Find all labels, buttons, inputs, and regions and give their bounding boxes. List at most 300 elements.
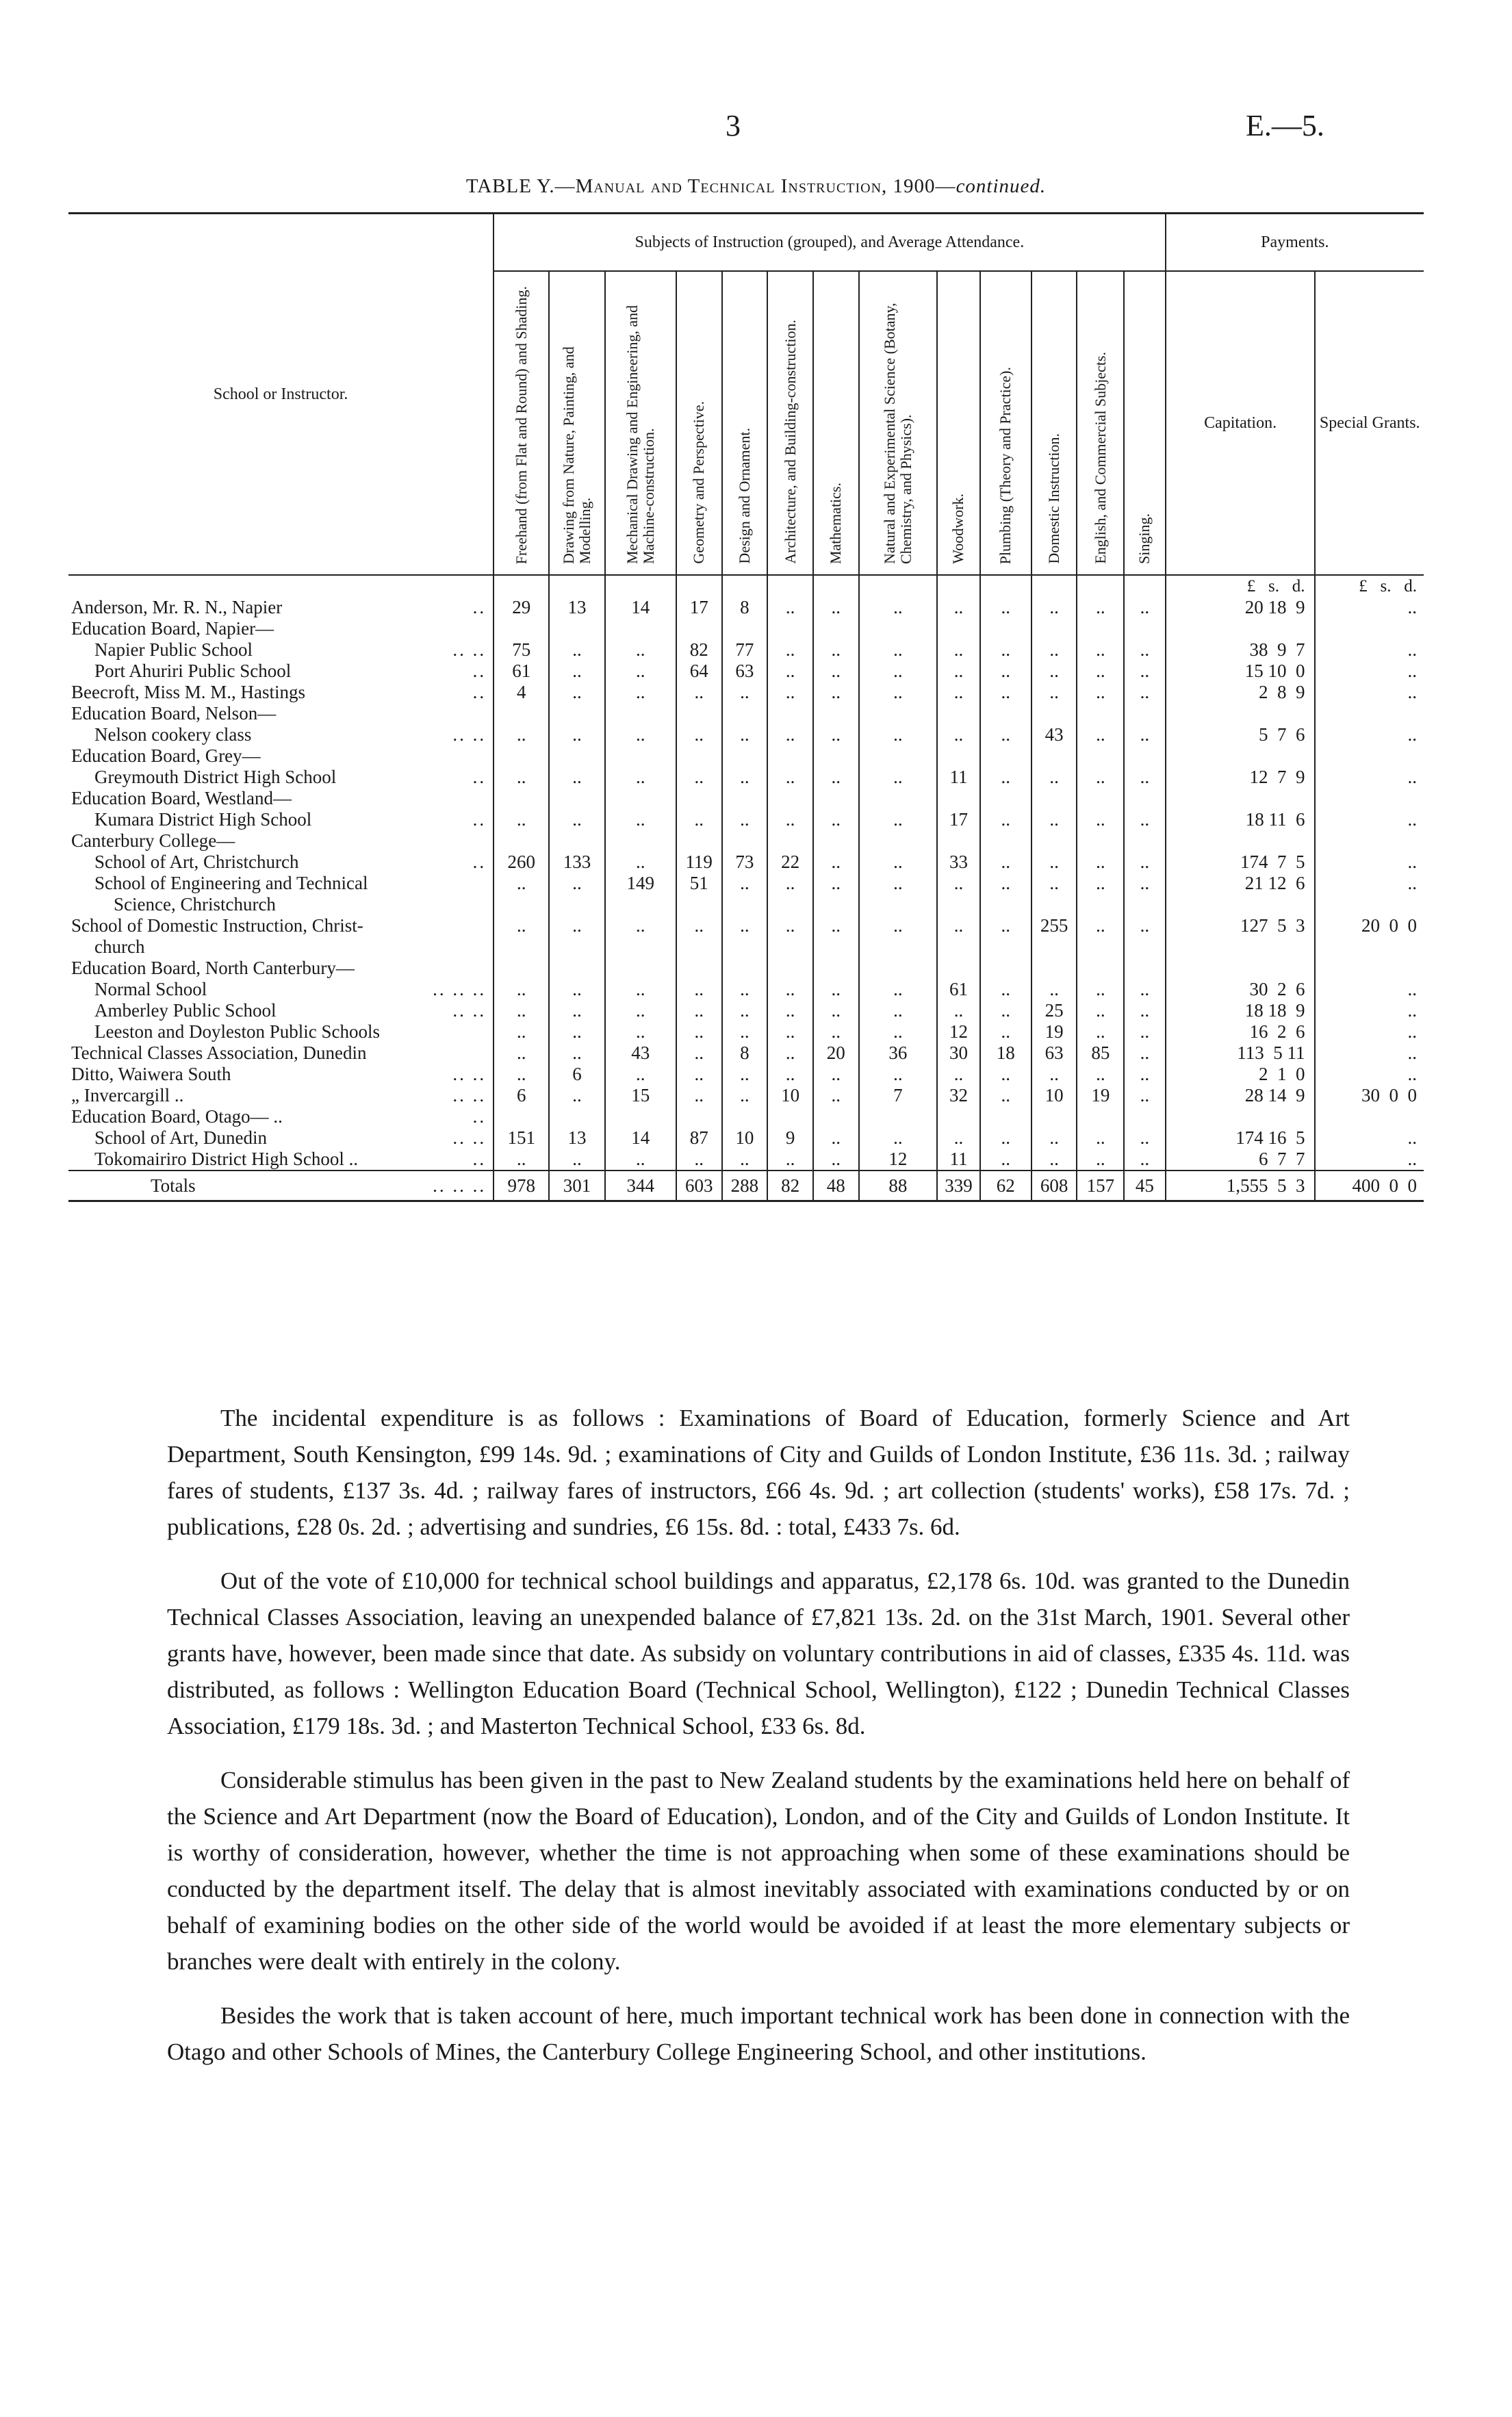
attendance-cell — [605, 830, 676, 852]
capitation-cell — [1166, 958, 1316, 979]
school-name: Education Board, North Canterbury— — [71, 958, 355, 978]
attendance-cell: 260 — [494, 852, 549, 873]
attendance-cell: .. — [494, 979, 549, 1000]
attendance-cell: 17 — [676, 597, 722, 618]
attendance-cell — [859, 618, 938, 639]
attendance-cell: .. — [494, 873, 549, 894]
attendance-cell: .. — [549, 1149, 604, 1171]
attendance-cell: 339 — [937, 1171, 980, 1201]
attendance-cell — [767, 830, 813, 852]
attendance-cell — [1032, 936, 1077, 958]
attendance-cell: .. — [813, 661, 859, 682]
attendance-cell: .. — [605, 1000, 676, 1021]
attendance-cell — [767, 703, 813, 724]
school-name: Nelson cookery class — [94, 724, 252, 745]
attendance-cell: 157 — [1077, 1171, 1124, 1201]
school-name-cell — [68, 1171, 494, 1201]
attendance-cell — [722, 830, 768, 852]
attendance-cell: .. — [1077, 979, 1124, 1000]
school-column-header: School or Instructor. — [68, 214, 494, 576]
attendance-cell — [494, 958, 549, 979]
attendance-cell — [937, 745, 980, 767]
attendance-cell — [813, 703, 859, 724]
school-name: School of Domestic Instruction, Christ- — [71, 915, 363, 936]
table-row — [68, 894, 1424, 915]
attendance-cell: 82 — [676, 639, 722, 661]
attendance-cell: 48 — [813, 1171, 859, 1201]
table-row — [68, 788, 1424, 809]
attendance-cell — [1124, 745, 1165, 767]
school-name-cell — [68, 809, 494, 830]
leader-dots: .. .. .. — [433, 979, 487, 999]
attendance-cell: .. — [1032, 639, 1077, 661]
table-row — [68, 979, 1424, 1000]
table-row — [68, 873, 1424, 894]
special-grant-cell: .. — [1315, 639, 1424, 661]
attendance-cell: .. — [980, 1000, 1032, 1021]
attendance-cell: 13 — [549, 597, 604, 618]
attendance-cell: 8 — [722, 1043, 768, 1064]
attendance-cell: .. — [859, 1064, 938, 1085]
special-grant-cell — [1315, 936, 1424, 958]
attendance-cell: .. — [937, 661, 980, 682]
special-grant-cell: .. — [1315, 809, 1424, 830]
attendance-cell: .. — [549, 682, 604, 703]
attendance-cell — [494, 830, 549, 852]
attendance-cell: .. — [605, 852, 676, 873]
attendance-cell: .. — [767, 1043, 813, 1064]
special-grant-cell — [1315, 1106, 1424, 1127]
attendance-cell: 7 — [859, 1085, 938, 1106]
table-row — [68, 830, 1424, 852]
leader-dots: .. .. — [452, 1000, 487, 1021]
attendance-cell: .. — [676, 1064, 722, 1085]
attendance-cell: .. — [676, 979, 722, 1000]
table-row — [68, 767, 1424, 788]
body-text — [167, 1400, 1350, 2088]
attendance-cell: .. — [1124, 597, 1165, 618]
attendance-cell: .. — [494, 1043, 549, 1064]
attendance-cell — [494, 703, 549, 724]
school-name-cell — [68, 703, 494, 724]
capitation-cell: 6 7 7 — [1166, 1149, 1316, 1171]
capitation-units: £ s. d. — [1166, 575, 1316, 597]
attendance-cell: 11 — [937, 767, 980, 788]
attendance-cell: .. — [1124, 873, 1165, 894]
attendance-cell — [722, 894, 768, 915]
table-row — [68, 1106, 1424, 1127]
attendance-cell: .. — [1124, 767, 1165, 788]
attendance-cell — [767, 894, 813, 915]
table-row — [68, 1127, 1424, 1149]
attendance-cell: .. — [722, 1064, 768, 1085]
school-name-cell — [68, 1000, 494, 1021]
attendance-cell: .. — [676, 724, 722, 745]
attendance-cell — [1077, 936, 1124, 958]
attendance-cell: .. — [494, 1149, 549, 1171]
capitation-cell: 12 7 9 — [1166, 767, 1316, 788]
attendance-cell: .. — [549, 1043, 604, 1064]
attendance-cell: .. — [549, 639, 604, 661]
attendance-cell — [605, 618, 676, 639]
capitation-cell — [1166, 936, 1316, 958]
attendance-cell: .. — [937, 915, 980, 936]
attendance-cell — [937, 830, 980, 852]
attendance-cell: .. — [937, 597, 980, 618]
capitation-cell — [1166, 894, 1316, 915]
special-grant-cell: .. — [1315, 1149, 1424, 1171]
attendance-cell: .. — [980, 1085, 1032, 1106]
attendance-cell: .. — [1077, 915, 1124, 936]
attendance-cell — [494, 618, 549, 639]
attendance-cell — [549, 1106, 604, 1127]
attendance-cell — [549, 958, 604, 979]
attendance-cell: 87 — [676, 1127, 722, 1149]
attendance-cell: 82 — [767, 1171, 813, 1201]
special-grant-cell: 20 0 0 — [1315, 915, 1424, 936]
leader-dots: .. — [472, 1106, 487, 1127]
attendance-cell: 603 — [676, 1171, 722, 1201]
attendance-cell: .. — [1077, 724, 1124, 745]
attendance-cell — [859, 788, 938, 809]
leader-dots: .. .. — [452, 639, 487, 660]
attendance-cell — [859, 958, 938, 979]
special-grant-cell: 30 0 0 — [1315, 1085, 1424, 1106]
attendance-cell — [859, 1106, 938, 1127]
attendance-cell — [767, 745, 813, 767]
attendance-cell: 15 — [605, 1085, 676, 1106]
attendance-cell: .. — [813, 597, 859, 618]
attendance-cell: .. — [1124, 1000, 1165, 1021]
attendance-cell: 32 — [937, 1085, 980, 1106]
attendance-cell — [722, 958, 768, 979]
special-grant-cell: .. — [1315, 1021, 1424, 1043]
attendance-cell — [859, 936, 938, 958]
special-grant-cell — [1315, 745, 1424, 767]
school-name-cell — [68, 1106, 494, 1127]
attendance-cell: 43 — [605, 1043, 676, 1064]
attendance-cell: .. — [980, 639, 1032, 661]
attendance-cell: .. — [605, 1064, 676, 1085]
attendance-cell: 36 — [859, 1043, 938, 1064]
attendance-cell: .. — [1077, 639, 1124, 661]
capitation-cell — [1166, 745, 1316, 767]
attendance-cell: .. — [1032, 682, 1077, 703]
attendance-cell: .. — [1032, 1149, 1077, 1171]
attendance-cell — [676, 958, 722, 979]
attendance-cell — [1032, 958, 1077, 979]
school-name: Totals — [151, 1175, 196, 1196]
capitation-cell: 113 5 11 — [1166, 1043, 1316, 1064]
capitation-cell: 174 7 5 — [1166, 852, 1316, 873]
attendance-cell: 45 — [1124, 1171, 1165, 1201]
attendance-cell: .. — [1124, 852, 1165, 873]
attendance-cell: 29 — [494, 597, 549, 618]
school-name-cell — [68, 1064, 494, 1085]
attendance-cell: .. — [676, 682, 722, 703]
attendance-cell — [813, 936, 859, 958]
payments-group-header: Payments. — [1166, 214, 1424, 272]
attendance-cell — [676, 745, 722, 767]
attendance-cell: .. — [1124, 1127, 1165, 1149]
attendance-cell: 85 — [1077, 1043, 1124, 1064]
special-grant-cell: 400 0 0 — [1315, 1171, 1424, 1201]
paragraph: Besides the work that is taken account of here, much important technical work has been done in connection with the Otago and other Schools of Mines, the Canterbury College Engineering School, and other institutions. — [167, 2002, 1350, 2065]
special-grant-cell: .. — [1315, 1043, 1424, 1064]
attendance-cell: .. — [980, 597, 1032, 618]
attendance-cell: .. — [813, 1064, 859, 1085]
special-grant-cell: .. — [1315, 852, 1424, 873]
subject-header: Domestic Instruction. — [1032, 271, 1077, 575]
attendance-cell: .. — [494, 724, 549, 745]
attendance-cell: .. — [549, 1000, 604, 1021]
attendance-cell: .. — [494, 1021, 549, 1043]
attendance-cell: .. — [980, 1021, 1032, 1043]
attendance-cell: .. — [605, 661, 676, 682]
attendance-cell — [722, 703, 768, 724]
school-name-cell — [68, 958, 494, 979]
school-name: Education Board, Otago— .. — [71, 1106, 283, 1127]
attendance-cell — [605, 936, 676, 958]
attendance-cell — [549, 618, 604, 639]
table-row — [68, 597, 1424, 618]
school-name: Kumara District High School — [94, 809, 312, 830]
attendance-cell — [605, 894, 676, 915]
attendance-cell: .. — [980, 1064, 1032, 1085]
attendance-cell: .. — [1124, 1149, 1165, 1171]
attendance-cell — [980, 788, 1032, 809]
attendance-cell: .. — [676, 1149, 722, 1171]
attendance-cell: .. — [980, 724, 1032, 745]
attendance-cell: 88 — [859, 1171, 938, 1201]
attendance-cell — [1032, 745, 1077, 767]
instruction-table — [68, 212, 1424, 1202]
special-grant-cell — [1315, 703, 1424, 724]
leader-dots: .. — [472, 682, 487, 702]
paragraph: The incidental expenditure is as follows : Examinations of Board of Education, formerly Science and Art Department, South Kensington, £99 14s. 9d. ; examinations of City and Guilds of London Institute, £36 11s. 3d. ; railway fares of students, £137 3s. 4d. ; railway fares of instructors, £66 4s. 9d. ; art collection (students' works), £58 17s. 7d. ; publications, £28 0s. 2d. ; advertising and sundries, £6 15s. 8d. : total, £433 7s. 6d. — [167, 1405, 1350, 1540]
attendance-cell: .. — [859, 661, 938, 682]
attendance-cell — [605, 788, 676, 809]
attendance-cell: .. — [722, 915, 768, 936]
school-name-cell — [68, 830, 494, 852]
capitation-header: Capitation. — [1166, 271, 1316, 575]
attendance-cell: .. — [1124, 1064, 1165, 1085]
attendance-cell — [549, 894, 604, 915]
school-name-cell — [68, 873, 494, 894]
subject-header: Woodwork. — [937, 271, 980, 575]
attendance-cell: 22 — [767, 852, 813, 873]
attendance-cell: .. — [1124, 682, 1165, 703]
attendance-cell: .. — [980, 979, 1032, 1000]
attendance-cell: .. — [767, 597, 813, 618]
capitation-cell: 5 7 6 — [1166, 724, 1316, 745]
attendance-cell: .. — [676, 767, 722, 788]
attendance-cell: .. — [1124, 661, 1165, 682]
attendance-cell — [549, 703, 604, 724]
attendance-cell: .. — [1124, 1085, 1165, 1106]
attendance-cell: 6 — [494, 1085, 549, 1106]
attendance-cell: .. — [813, 873, 859, 894]
school-name: Amberley Public School — [94, 1000, 277, 1021]
attendance-cell — [859, 894, 938, 915]
attendance-cell: .. — [859, 979, 938, 1000]
attendance-cell: .. — [980, 1127, 1032, 1149]
attendance-cell: 10 — [722, 1127, 768, 1149]
attendance-cell: .. — [980, 915, 1032, 936]
attendance-cell: .. — [813, 639, 859, 661]
attendance-cell: 255 — [1032, 915, 1077, 936]
attendance-cell: .. — [1032, 597, 1077, 618]
school-name: Tokomairiro District High School .. — [94, 1149, 359, 1169]
table-row — [68, 852, 1424, 873]
attendance-cell — [767, 958, 813, 979]
capitation-cell — [1166, 618, 1316, 639]
attendance-cell: .. — [1077, 809, 1124, 830]
attendance-cell: .. — [676, 1000, 722, 1021]
special-grant-cell: .. — [1315, 767, 1424, 788]
attendance-cell: 13 — [549, 1127, 604, 1149]
attendance-cell: 43 — [1032, 724, 1077, 745]
attendance-cell: .. — [1077, 1064, 1124, 1085]
attendance-cell: .. — [980, 682, 1032, 703]
attendance-cell: .. — [1032, 661, 1077, 682]
attendance-cell: .. — [1077, 661, 1124, 682]
table-row — [68, 1085, 1424, 1106]
special-grant-cell — [1315, 618, 1424, 639]
attendance-cell: .. — [859, 597, 938, 618]
attendance-cell: 12 — [859, 1149, 938, 1171]
attendance-cell — [676, 830, 722, 852]
attendance-cell: 151 — [494, 1127, 549, 1149]
table-row — [68, 639, 1424, 661]
attendance-cell: 30 — [937, 1043, 980, 1064]
attendance-cell: .. — [605, 639, 676, 661]
attendance-cell: 75 — [494, 639, 549, 661]
school-name: Canterbury College— — [71, 830, 235, 851]
attendance-cell: .. — [549, 767, 604, 788]
attendance-cell — [767, 1106, 813, 1127]
school-name-cell — [68, 724, 494, 745]
leader-dots: .. .. — [452, 724, 487, 745]
attendance-cell — [937, 958, 980, 979]
totals-row — [68, 1171, 1424, 1201]
leader-dots: .. — [472, 661, 487, 681]
attendance-cell: .. — [549, 915, 604, 936]
attendance-cell: .. — [722, 1085, 768, 1106]
attendance-cell: .. — [605, 809, 676, 830]
school-name: Education Board, Grey— — [71, 745, 261, 766]
table-title-suffix: continued. — [956, 175, 1047, 197]
attendance-cell: .. — [1077, 852, 1124, 873]
special-grant-cell: .. — [1315, 1000, 1424, 1021]
attendance-cell: .. — [1124, 915, 1165, 936]
subject-header: Mechanical Drawing and Engineering, and Machine-construction. — [605, 271, 676, 575]
attendance-cell: .. — [859, 873, 938, 894]
school-name: Technical Classes Association, Dunedin — [71, 1043, 367, 1063]
capitation-cell: 2 1 0 — [1166, 1064, 1316, 1085]
attendance-cell — [722, 936, 768, 958]
school-name: Normal School — [94, 979, 207, 999]
school-name-cell — [68, 1127, 494, 1149]
attendance-cell: .. — [1077, 767, 1124, 788]
school-name: „ Invercargill .. — [71, 1085, 184, 1105]
capitation-cell: 15 10 0 — [1166, 661, 1316, 682]
school-name-cell — [68, 1021, 494, 1043]
attendance-cell: 14 — [605, 1127, 676, 1149]
table-row — [68, 745, 1424, 767]
attendance-cell: .. — [813, 915, 859, 936]
school-name-cell — [68, 767, 494, 788]
attendance-cell: .. — [722, 724, 768, 745]
attendance-cell: 20 — [813, 1043, 859, 1064]
attendance-cell: 344 — [605, 1171, 676, 1201]
attendance-cell — [813, 958, 859, 979]
attendance-cell — [1077, 618, 1124, 639]
leader-dots: .. .. — [452, 1127, 487, 1148]
table-row — [68, 936, 1424, 958]
subject-header: Design and Ornament. — [722, 271, 768, 575]
attendance-cell: .. — [722, 1000, 768, 1021]
capitation-cell: 21 12 6 — [1166, 873, 1316, 894]
special-grant-cell — [1315, 788, 1424, 809]
school-name: Beecroft, Miss M. M., Hastings — [71, 682, 305, 702]
attendance-cell: .. — [813, 724, 859, 745]
school-name: church — [94, 936, 145, 957]
table-row — [68, 618, 1424, 639]
attendance-cell — [767, 788, 813, 809]
subject-header: Plumbing (Theory and Practice). — [980, 271, 1032, 575]
attendance-cell — [1124, 936, 1165, 958]
table-title — [0, 175, 1512, 198]
attendance-cell — [549, 745, 604, 767]
subject-header: Singing. — [1124, 271, 1165, 575]
attendance-cell: 10 — [767, 1085, 813, 1106]
attendance-cell — [1124, 703, 1165, 724]
attendance-cell — [676, 1106, 722, 1127]
attendance-cell: .. — [722, 809, 768, 830]
leader-dots: .. .. — [452, 1064, 487, 1084]
attendance-cell — [1124, 830, 1165, 852]
table-title-prefix: TABLE Y.— — [465, 175, 576, 197]
attendance-cell — [605, 1106, 676, 1127]
attendance-cell: .. — [767, 873, 813, 894]
school-name: Port Ahuriri Public School — [94, 661, 292, 681]
attendance-cell: .. — [859, 852, 938, 873]
school-name: Greymouth District High School — [94, 767, 337, 787]
attendance-cell — [494, 1106, 549, 1127]
attendance-cell: .. — [859, 1000, 938, 1021]
table-row — [68, 915, 1424, 936]
attendance-cell: 133 — [549, 852, 604, 873]
table-row — [68, 703, 1424, 724]
attendance-cell: .. — [605, 682, 676, 703]
attendance-cell: 119 — [676, 852, 722, 873]
attendance-cell — [813, 745, 859, 767]
attendance-cell: .. — [767, 1000, 813, 1021]
school-name-cell — [68, 661, 494, 682]
attendance-cell: 8 — [722, 597, 768, 618]
attendance-cell — [1032, 703, 1077, 724]
school-name: Leeston and Doyleston Public Schools — [94, 1021, 380, 1042]
table-row — [68, 1064, 1424, 1085]
attendance-cell — [676, 788, 722, 809]
school-name-cell — [68, 1149, 494, 1171]
capitation-cell — [1166, 703, 1316, 724]
attendance-cell: 978 — [494, 1171, 549, 1201]
attendance-cell: .. — [813, 979, 859, 1000]
attendance-cell: 9 — [767, 1127, 813, 1149]
attendance-cell: .. — [767, 915, 813, 936]
